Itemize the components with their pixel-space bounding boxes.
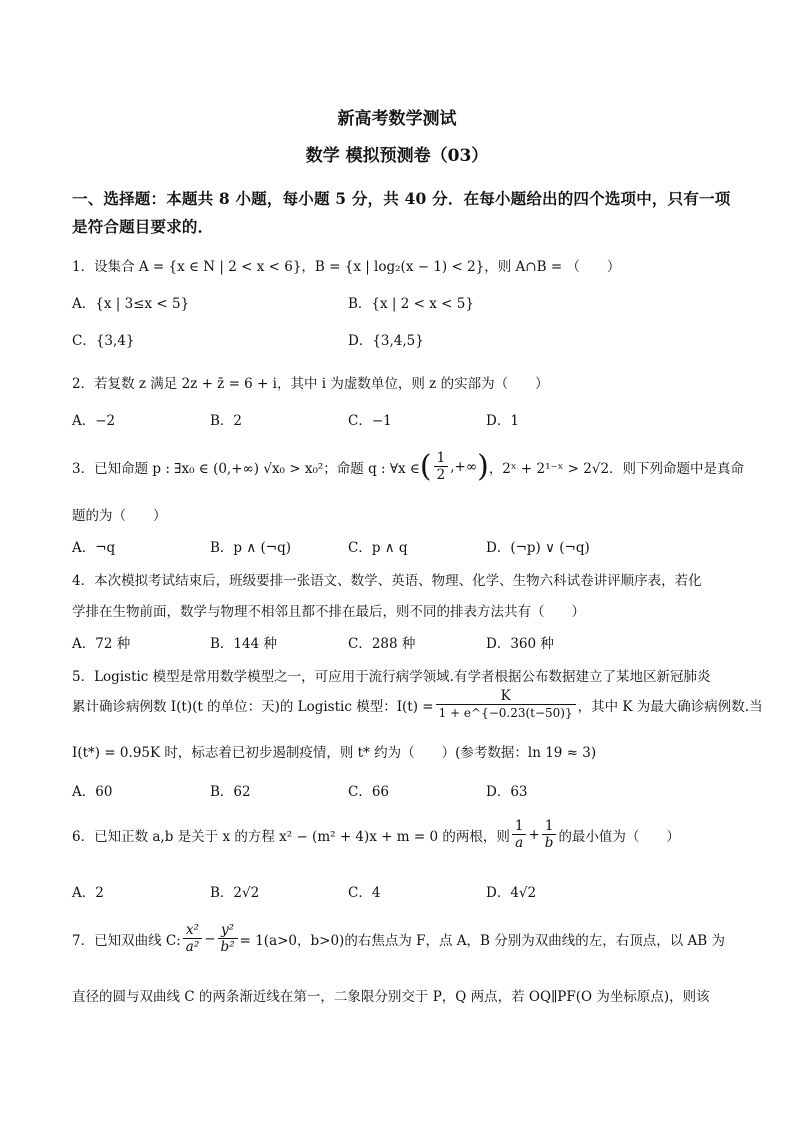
question-7-stem-part-a: 7．已知双曲线 C: xyxy=(72,932,181,949)
question-6-option-c[interactable]: C．4 xyxy=(348,885,381,901)
logistic-fraction xyxy=(436,688,576,721)
fraction-denominator: b xyxy=(544,835,554,851)
page-subtitle: 数学 模拟预测卷（03） xyxy=(305,146,489,166)
question-6-stem-part-b: 的最小值为（ ） xyxy=(558,828,680,845)
section-heading-line2: 是符合题目要求的． xyxy=(72,217,214,236)
question-2-option-d[interactable]: D．1 xyxy=(486,413,519,429)
question-3-stem-part-a: 3．已知命题 p : ∃x₀ ∈ (0,+∞) √x₀ > x₀²；命题 q : ∀x ∈ xyxy=(72,460,420,477)
fraction-one-over-b xyxy=(542,818,557,851)
question-5-option-c[interactable]: C．66 xyxy=(348,784,390,800)
question-7-stem-line2: 直径的圆与双曲线 C 的两条渐近线在第一，二象限分别交于 P，Q 两点，若 OQ∥PF(O 为坐标原点)，则该 xyxy=(72,989,710,1005)
question-3-option-b[interactable]: B．p ∧ (¬q) xyxy=(210,540,292,556)
question-3-option-d[interactable]: D．(¬p) ∨ (¬q) xyxy=(486,540,590,556)
fraction-denominator: b² xyxy=(220,939,235,955)
question-1-option-b[interactable]: B．{x | 2 < x < 5} xyxy=(348,296,474,312)
question-2-stem: 2．若复数 z 满足 2z + z̄ = 6 + i，其中 i 为虚数单位，则 z 的实部为（ ） xyxy=(72,376,549,392)
interval-tail: ,+∞ xyxy=(450,458,478,475)
plus-sign: + xyxy=(528,826,540,843)
fraction-numerator: 1 xyxy=(434,450,449,467)
question-3-option-c[interactable]: C．p ∧ q xyxy=(348,540,408,556)
question-7-stem-line1 xyxy=(72,922,725,955)
question-4-stem-line1: 4．本次模拟考试结束后，班级要排一张语文、数学、英语、物理、化学、生物六科试卷讲评顺序表，若化 xyxy=(72,573,702,589)
question-5-stem-line2 xyxy=(72,688,763,721)
question-5-option-d[interactable]: D．63 xyxy=(486,784,528,800)
question-4-option-c[interactable]: C．288 种 xyxy=(348,636,416,652)
question-1-option-c[interactable]: C．{3,4} xyxy=(72,333,135,349)
fraction-denominator: 2 xyxy=(436,467,446,483)
fraction-one-over-a xyxy=(512,818,527,851)
fraction-numerator: x² xyxy=(183,922,202,939)
page-title: 新高考数学测试 xyxy=(337,109,457,129)
question-6-option-a[interactable]: A．2 xyxy=(72,885,104,901)
question-5-option-b[interactable]: B．62 xyxy=(210,784,251,800)
fraction-denominator: 1 + e^{−0.23(t−50)} xyxy=(438,706,573,720)
question-3-stem-line2: 题的为（ ） xyxy=(72,508,167,524)
question-4-option-a[interactable]: A．72 种 xyxy=(72,636,131,652)
question-7-stem-part-b: = 1(a>0，b>0)的右焦点为 F，点 A，B 分别为双曲线的左，右顶点，以 AB 为 xyxy=(239,932,725,949)
question-2-option-b[interactable]: B．2 xyxy=(210,413,243,429)
fraction-numerator: 1 xyxy=(512,818,527,835)
fraction-denominator: a xyxy=(515,835,524,851)
fraction-one-half xyxy=(434,450,449,483)
question-4-option-d[interactable]: D．360 种 xyxy=(486,636,554,652)
question-1-stem: 1．设集合 A = {x ∈ N | 2 < x < 6}，B = {x | log₂(x − 1) < 2}，则 A∩B = （ ） xyxy=(72,259,621,275)
question-4-stem-line2: 学排在生物前面，数学与物理不相邻且都不排在最后，则不同的排表方法共有（ ） xyxy=(72,604,585,620)
fraction-numerator: 1 xyxy=(542,818,557,835)
question-1-option-a[interactable]: A．{x | 3≤x < 5} xyxy=(72,296,190,312)
question-4-option-b[interactable]: B．144 种 xyxy=(210,636,277,652)
fraction-numerator: K xyxy=(436,688,576,705)
question-6-option-d[interactable]: D．4√2 xyxy=(486,885,537,901)
question-5-stem-line1: 5．Logistic 模型是常用数学模型之一，可应用于流行病学领域.有学者根据公布数据建立了某地区新冠肺炎 xyxy=(72,669,711,685)
section-heading-line1: 一、选择题：本题共 8 小题，每小题 5 分，共 40 分．在每小题给出的四个选项中，只有一项 xyxy=(72,189,731,208)
fraction-numerator: y² xyxy=(218,922,238,939)
fraction-y2-over-b2 xyxy=(218,922,238,955)
question-3-stem-part-b: ，2ˣ + 2¹⁻ˣ > 2√2．则下列命题中是真命 xyxy=(488,460,745,477)
question-5-stem-part-a: 累计确诊病例数 I(t)(t 的单位：天)的 Logistic 模型：I(t) = xyxy=(72,698,434,715)
question-6-stem-part-a: 6．已知正数 a,b 是关于 x 的方程 x² − (m² + 4)x + m = 0 的两根，则 xyxy=(72,828,510,845)
question-3-stem xyxy=(72,449,744,484)
question-6-stem xyxy=(72,818,680,851)
question-5-stem-part-b: ，其中 K 为最大确诊病例数.当 xyxy=(577,698,763,715)
question-1-option-d[interactable]: D．{3,4,5} xyxy=(348,333,424,349)
fraction-x2-over-a2 xyxy=(183,922,202,955)
minus-sign: − xyxy=(204,930,216,947)
fraction-denominator: a² xyxy=(185,939,200,955)
question-5-stem-line3: I(t*) = 0.95K 时，标志着已初步遏制疫情，则 t* 约为（ ）(参考数据：ln 19 ≈ 3) xyxy=(72,745,597,761)
question-6-option-b[interactable]: B．2√2 xyxy=(210,885,260,901)
close-paren-icon: ) xyxy=(477,449,489,484)
question-2-option-c[interactable]: C．−1 xyxy=(348,413,392,429)
open-paren-icon: ( xyxy=(419,449,432,484)
question-2-option-a[interactable]: A．−2 xyxy=(72,413,116,429)
question-5-option-a[interactable]: A．60 xyxy=(72,784,113,800)
question-3-option-a[interactable]: A．¬q xyxy=(72,540,116,556)
